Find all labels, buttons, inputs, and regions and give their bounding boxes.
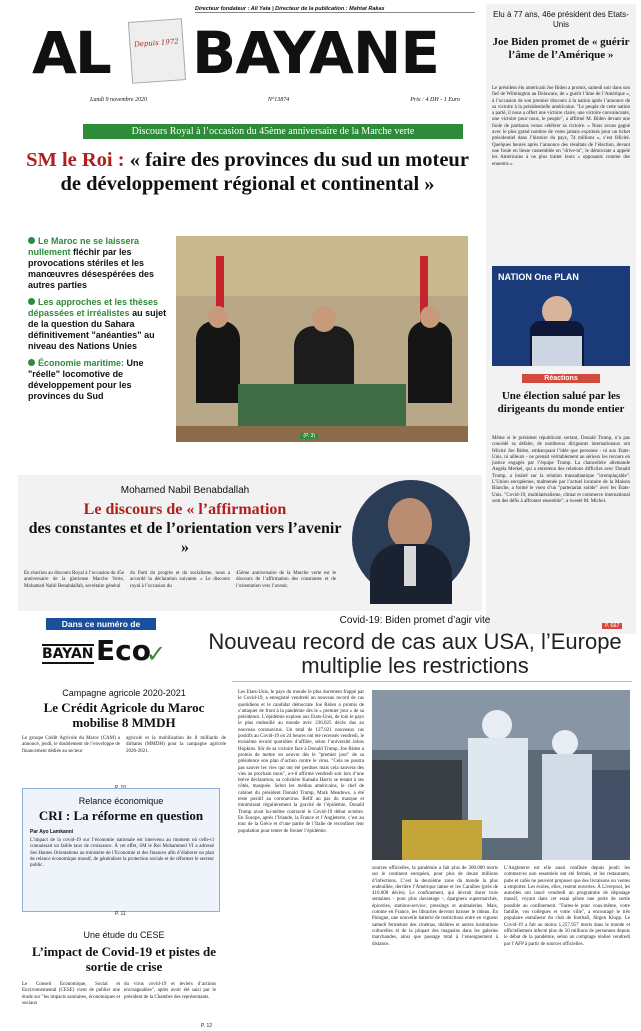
cri-page-badge: P. 11 xyxy=(115,911,126,917)
director-line: Directeur fondateur : Ali Yata | Directeur de la publication : Mahtat Rakas xyxy=(195,6,475,13)
logo-right: BAYANE xyxy=(192,19,440,87)
discours-title xyxy=(20,148,475,196)
discours-bullets xyxy=(28,236,170,402)
covid-photo xyxy=(372,690,630,860)
cese-col2: du virus covid-19 et leviers d’actions envisageables", après avoir été saisi par le président de la Chambre des représentants. xyxy=(124,982,216,1000)
discours-title-rest: « faire des provinces du sud un moteur de développement régional et continental » xyxy=(60,149,469,195)
bullet-lead: Le Maroc ne se laissera nullement xyxy=(28,236,140,257)
reactions-title: Une élection salué par les dirigeants du monde entier xyxy=(497,390,625,415)
covid-divider xyxy=(232,681,632,682)
bullet-lead: Les approches et les thèses dépassées et irréalistes xyxy=(28,297,159,318)
eco-tag: Dans ce numéro de xyxy=(46,618,156,630)
bullet-rest: fléchir par les provocations stériles et les manœuvres désespérées des autres parties xyxy=(28,247,155,290)
bullet-lead: Économie maritime: xyxy=(38,358,125,368)
photo-banner: NATION One PLAN xyxy=(498,272,579,282)
cri-author: Par Ayo Lamkanni xyxy=(30,829,74,835)
biden-title: Joe Biden promet de « guérir l’âme de l’Amérique » xyxy=(492,36,630,61)
reactions-page-badge: P. 6&7 xyxy=(602,623,622,629)
cese-title: L’impact de Covid-19 et pistes de sortie de crise xyxy=(31,944,217,974)
masthead-logo xyxy=(32,18,460,90)
benabdallah-col2: du Parti du progrès et du socialisme, nous a accordé la déclaration suivante. « Le discours royal à l’occasion du xyxy=(130,571,230,589)
benabdallah-col3: 45ème anniversaire de la Marche verte est le discours de l’affirmation des constantes et de l’orientation vers l’avenir. xyxy=(236,571,336,589)
benabdallah-name: Mohamed Nabil Benabdallah xyxy=(120,485,250,496)
discours-banner: Discours Royal à l’occasion du 45ème anniversaire de la Marche verte xyxy=(83,124,463,139)
benabdallah-photo xyxy=(352,480,470,598)
cri-kicker: Relance économique xyxy=(78,796,164,806)
covid-col3: L’Angleterre est elle aussi confinée depuis jeudi: les commerces non essentiels ont été fermés, et les restaurants, pubs et cafés ne peuvent proposer que des livraisons ou ventes à emporter. Les écoles, elles, restent ouvertes. À Liverpool, les autorités ont lancé vendredi un programme de dépistage massif, voyant dans cet essai pilote une porte de sortie possible au confinement. "Faites-le pour vous-même, votre famille, vos collègues et votre ville", a encouragé le très populaire entraîneur du club de football, Jürgen Klopp. Le Covid-19 a fait au moins 1,257.957 morts dans le monde et officiellement infecté plus de 50 millions de personnes depuis le début de la pandémie, selon un comptage réalisé vendredi par l’AFP à partir de sources officielles. xyxy=(504,866,630,947)
cese-page-badge: P. 12 xyxy=(198,1023,215,1029)
cese-page xyxy=(198,1012,215,1031)
discours-title-lead: SM le Roi : xyxy=(26,149,125,171)
cam-col2: agricole et la mobilisation de 8 milliards de dirhams (MMDH) pour la campagne agricole 2020-2021. xyxy=(126,736,226,754)
bullet-rest: au sujet de la question du Sahara définitivement "anéanties" au niveau des Nations Unies xyxy=(28,308,167,351)
photo-caption: (P. 3) xyxy=(300,433,318,439)
eco-logo xyxy=(42,634,172,672)
cam-col1: Le groupe Crédit Agricole du Maroc (CAM) a annoncé, jeudi, le doublement de l’enveloppe de financement dédiée au secteur xyxy=(22,736,120,754)
biden-body: Le président élu américain Joe Biden a promis, samedi soir dans son fief de Wilmington au Delaware, de « guérir l’âme de l’Amérique », à l’occasion de son premier discours à la nation après l’annonce de sa victoire à la présidentielle américaine. "Le peuple de cette nation a parlé, il nous a offert une victoire claire, une victoire convaincante, une victoire pour nous, le peuple", a affirmé M. Biden devant une foule de partisans venus célébrer sa victoire. « Nous avons gagné avec le plus grand nombre de votes jamais exprimés pour un ticket présidentiel dans l’histoire du pays, 74 millions », s’est félicité. Quelques heures après l’annonce des résultats de l’élection, devant une foule en liesse rassemblée en "drive-in", le démocrate a appelé les Américains à ne plus traiter leurs « opposants comme des ennemis ». xyxy=(492,86,630,167)
cri-page xyxy=(112,900,129,919)
cam-kicker: Campagne agricole 2020-2021 xyxy=(62,688,186,698)
cri-title: CRI : La réforme en question xyxy=(38,808,204,823)
covid-col2: sources officielles, la pandémie a fait plus de 300.000 morts sur le continent européen, pour plus de douze millions d’infections. C’est la deuxième zone du monde la plus endeuillée, derrière l’Amérique latine et les Caraïbes (près de 410.000 décès). Le confinement, qui devrait durer trois semaines - pour plus davantage -, épargnera supermarchés, épiceries, stations-service, pressings et animaleries. Mais, comme en France, les librairies devront baisser le rideau. En Pologne, une nouvelle batterie de restrictions entre en vigueur samedi fermeture des cinémas, théâtres et autres institutions culturelles et de la plupart des magasins dans les galeries marchandes, ainsi que passage total à l’enseignement à distance. xyxy=(372,866,498,947)
reactions-body: Même si le président républicain sortant, Donald Trump, n’a pas concédé sa défaite, de nombreux dirigeants internationaux ont félicité Joe Biden, embarquant l’idée que personne - ni aux Etats-Unis, ni ailleurs - ne prenait véritablement au sérieux les recours en justice engagés par l’équipe Trump. La chancelière allemande Angela Merkel, qui a entretenu des relations difficiles avec Donald Trump, a insisté sur la relation transatlantique "irremplaçable". L’Union européenne, malmenée par l’actuel locataire de la Maison Blanche, a formé le voeu d’un "partenariat solide" avec les Etats-Unis. "Covid-19, multilatéralisme, climat et commerce international sont des défis à affronter ensemble", a tweeté M. Michel. xyxy=(492,436,630,504)
reactions-tag: Réactions xyxy=(522,374,600,383)
issue-number: N°13874 xyxy=(267,97,290,103)
issue-price: Prix : 4 DH - 1 Euro xyxy=(410,97,460,103)
bullet-item xyxy=(28,236,170,291)
logo-left: AL xyxy=(32,19,110,87)
benabdallah-title-lead: Le discours de « l’affirmation xyxy=(83,501,287,518)
cese-kicker: Une étude du CESE xyxy=(83,930,165,940)
covid-col1: Les Etats-Unis, le pays du monde le plus durement frappé par le Covid-19, a enregistré vendredi un nouveau record de cas quotidiens et le candidat démocrate Joe Biden a promis de s’attaquer de front à la pandémie dès le « premier jour » de sa présidence. L’épidémie explose aux Etats-Unis, de loin le pays le plus endeuillé au monde avec 236.025 décès dus au nouveau coronavirus. Un total de 127.021 nouveaux cas positifs au Covid-19 en 24 heures ont été recensés vendredi, le troisième record quotidien d’affilée, selon l’université Johns Hopkins. Sûr de sa victoire face à Donald Trump, Joe Biden a promis de mettre en oeuvre dès le "premier jour" de sa présidence son plan d’action contre le virus. "Cela ne pourra pas sauver les vies qui ont été perdues mais cela sauvera des vies au prochain mois", a-t-il affirmé vendredi soir lors d’une brève déclaration, sa colistière Kamala Harris se tenant à ses côtés, masquée. Selon les médias américains, le chef de cabinet du président Donald Trump, Mark Meadows, a été testé positif au coronavirus. Refif au pas du masque et minimisant régulièrement la gravité de l’épidémie, Donald Trump avait lui-même contracté le Covid-19 début octobre. En Europe, après l’Irlande, la France et l’Angleterre, c’est au tour de la Grèce et d’une partie de l’Italie de reconfiner leur population pour tenter de freiner l’épidémie. xyxy=(238,690,364,834)
biden-kicker: Elu à 77 ans, 46e président des Etats-Unis xyxy=(493,10,629,29)
benabdallah-title xyxy=(24,500,346,557)
issue-date: Lundi 9 novembre 2020 xyxy=(90,97,147,103)
issue-line xyxy=(90,97,460,103)
benabdallah-col1: En réaction au discours Royal à l’occasion du 45e anniversaire de la glorieuse Marche Verte, Mohamed Nabil Benabdallah, secrétaire général xyxy=(24,571,124,589)
eco-check-icon: ✓ xyxy=(146,640,167,668)
covid-kicker: Covid-19: Biden promet d’agir vite xyxy=(339,615,491,626)
logo-emblem xyxy=(128,18,186,84)
eco-logo-b: Eco xyxy=(96,634,151,667)
royal-speech-photo xyxy=(176,236,468,442)
benabdallah-title-rest: des constantes et de l’orientation vers l’avenir » xyxy=(28,520,342,556)
biden-photo xyxy=(492,266,630,366)
since-label: Depuis 1972 xyxy=(133,37,179,49)
cese-col1: Le Conseil Economique, Social et Environnemental (CESE) vient de publier une étude sur "les impacts sanitaires, économiques et sociaux xyxy=(22,982,120,1006)
bullet-rest: Une "réelle" locomotive de développement pour les provinces du Sud xyxy=(28,358,144,401)
bullet-item xyxy=(28,358,170,402)
covid-title: Nouveau record de cas aux USA, l’Europe multiplie les restrictions xyxy=(208,629,622,678)
eco-logo-a: BAYAN xyxy=(42,646,94,662)
cam-title: Le Crédit Agricole du Maroc mobilise 8 MMDH xyxy=(43,700,205,730)
cri-body: L’impact de la covid-19 sur l’économie nationale est intervenu au moment où celle-ci connaissait un faible taux de croissance. À cet effet, SM le Roi Mohammed VI a adressé Ses Hautes Orientations au ministère de l’Economie et des finances afin d’élaborer un plan de relance économique massif, de généraliser la protection sociale et de réformer le secteur public. xyxy=(30,838,214,869)
bullet-item xyxy=(28,297,170,352)
